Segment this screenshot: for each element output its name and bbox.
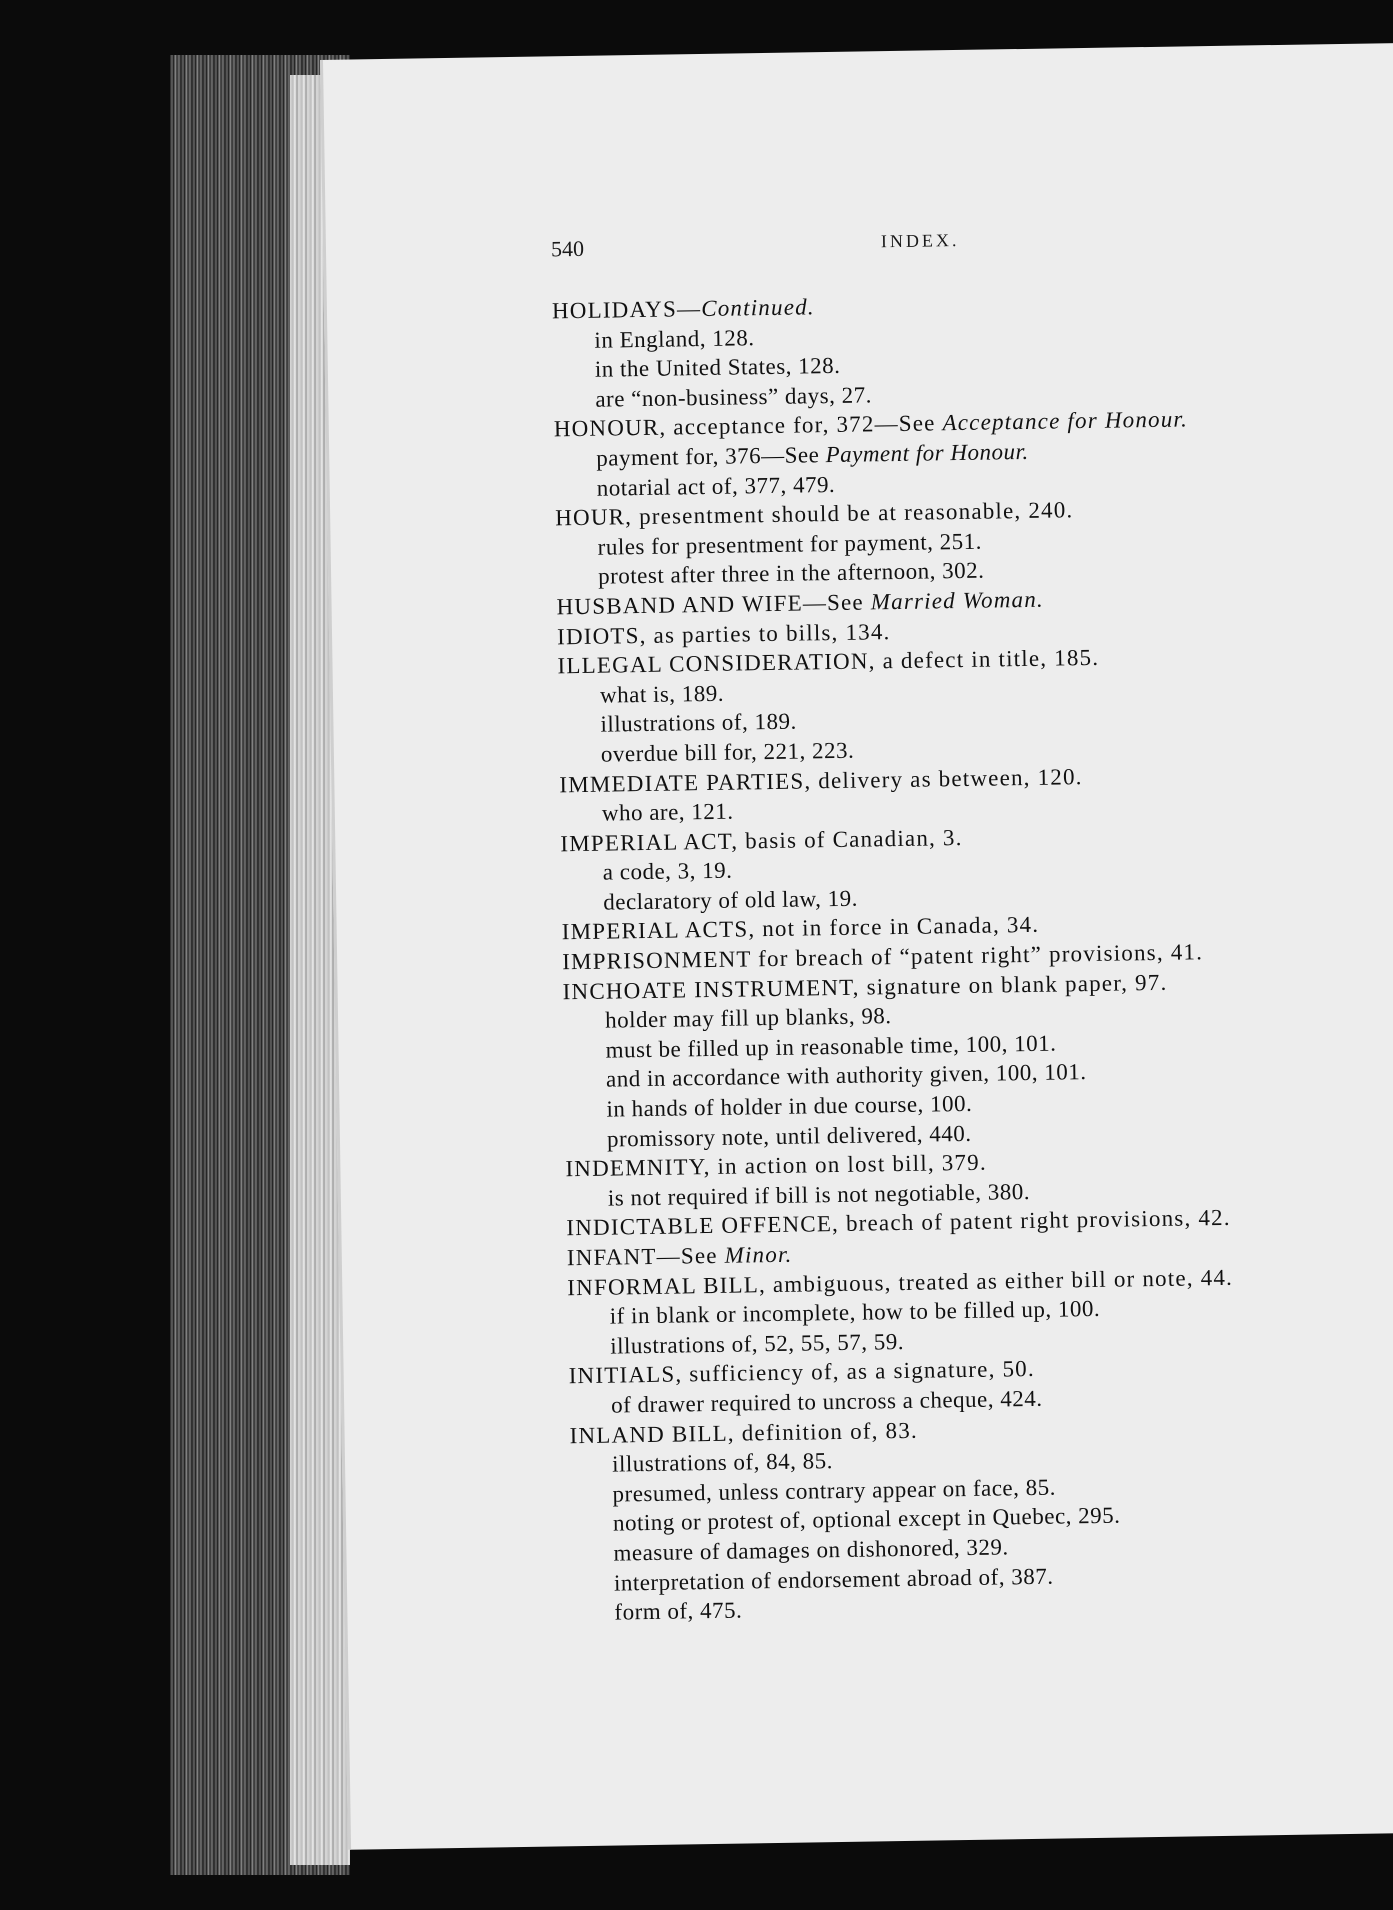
entry-text: HUSBAND AND WIFE—See: [556, 589, 871, 620]
entry-text: interpretation of endorsement abroad of, 387.: [613, 1563, 1054, 1596]
entry-text: presumed, unless contrary appear on face, 85.: [612, 1474, 1057, 1507]
entry-text: of drawer required to uncross a cheque, 424.: [610, 1385, 1043, 1418]
entry-text: notarial act of, 377, 479.: [596, 471, 836, 501]
entry-text: IMPRISONMENT for breach of “patent right” provisions, 41.: [561, 939, 1204, 975]
entry-text: declaratory of old law, 19.: [603, 885, 859, 915]
entry-text: a code, 3, 19.: [602, 857, 733, 885]
entry-text: IMPERIAL ACT, basis of Canadian, 3.: [560, 824, 963, 857]
entry-text: INITIALS, sufficiency of, as a signature, 50.: [568, 1356, 1036, 1389]
entry-text: payment for, 376—See: [596, 442, 826, 471]
entry-text: INFORMAL BILL, ambiguous, treated as either bill or note, 44.: [567, 1264, 1234, 1300]
index-entries: [552, 284, 1393, 1628]
entry-italic-text: Married Woman.: [870, 586, 1045, 615]
entry-text: HONOUR, acceptance for, 372—See: [553, 410, 943, 442]
entry-text: HOLIDAYS—: [551, 296, 702, 324]
entry-text: INDICTABLE OFFENCE, breach of patent right provisions, 42.: [566, 1205, 1231, 1241]
entry-text: illustrations of, 84, 85.: [611, 1448, 834, 1477]
entry-text: illustrations of, 52, 55, 57, 59.: [610, 1328, 905, 1359]
entry-text: measure of damages on dishonored, 329.: [613, 1534, 1009, 1566]
page-number: 540: [550, 235, 585, 262]
entry-text: INDEMNITY, in action on lost bill, 379.: [565, 1149, 987, 1182]
entry-text: rules for presentment for payment, 251.: [597, 528, 983, 560]
entry-text: HOUR, presentment should be at reasonable, 240.: [555, 497, 1074, 531]
entry-text: IMMEDIATE PARTIES, delivery as between, 120.: [559, 763, 1083, 797]
entry-text: INLAND BILL, definition of, 83.: [569, 1417, 919, 1448]
entry-text: INFANT—See: [566, 1242, 725, 1271]
entry-text: are “non-business” days, 27.: [595, 382, 873, 412]
entry-text: noting or protest of, optional except in Quebec, 295.: [612, 1502, 1121, 1536]
entry-text: INCHOATE INSTRUMENT, signature on blank paper, 97.: [562, 969, 1168, 1004]
book-page: [320, 43, 1393, 1850]
entry-text: in England, 128.: [594, 324, 755, 353]
entry-text: overdue bill for, 221, 223.: [600, 737, 855, 767]
entry-text: illustrations of, 189.: [600, 708, 797, 737]
entry-text: is not required if bill is not negotiable, 380.: [607, 1178, 1031, 1211]
entry-text: what is, 189.: [599, 680, 725, 708]
entry-text: in the United States, 128.: [594, 353, 841, 382]
entry-text: holder may fill up blanks, 98.: [604, 1003, 892, 1033]
entry-italic-text: Minor.: [724, 1241, 793, 1268]
entry-text: IDIOTS, as parties to bills, 134.: [556, 618, 891, 649]
entry-text: in hands of holder in due course, 100.: [606, 1090, 973, 1122]
page-header: [551, 227, 1151, 266]
entry-text: who are, 121.: [601, 798, 734, 826]
entry-italic-text: Payment for Honour.: [825, 438, 1029, 468]
entry-text: IMPERIAL ACTS, not in force in Canada, 34.: [561, 912, 1040, 945]
entry-text: promissory note, until delivered, 440.: [606, 1120, 972, 1152]
entry-text: ILLEGAL CONSIDERATION, a defect in title, 185.: [557, 644, 1100, 679]
entry-italic-text: Continued.: [701, 294, 815, 322]
entry-text: form of, 475.: [614, 1597, 743, 1625]
entry-text: protest after three in the afternoon, 302.: [597, 557, 985, 590]
entry-italic-text: Acceptance for Honour.: [942, 406, 1189, 436]
entry-text: must be filled up in reasonable time, 100, 101.: [605, 1030, 1057, 1063]
entry-text: and in accordance with authority given, 100, 101.: [605, 1059, 1087, 1093]
entry-text: if in blank or incomplete, how to be filled up, 100.: [609, 1296, 1101, 1329]
page-title: INDEX.: [880, 229, 960, 252]
